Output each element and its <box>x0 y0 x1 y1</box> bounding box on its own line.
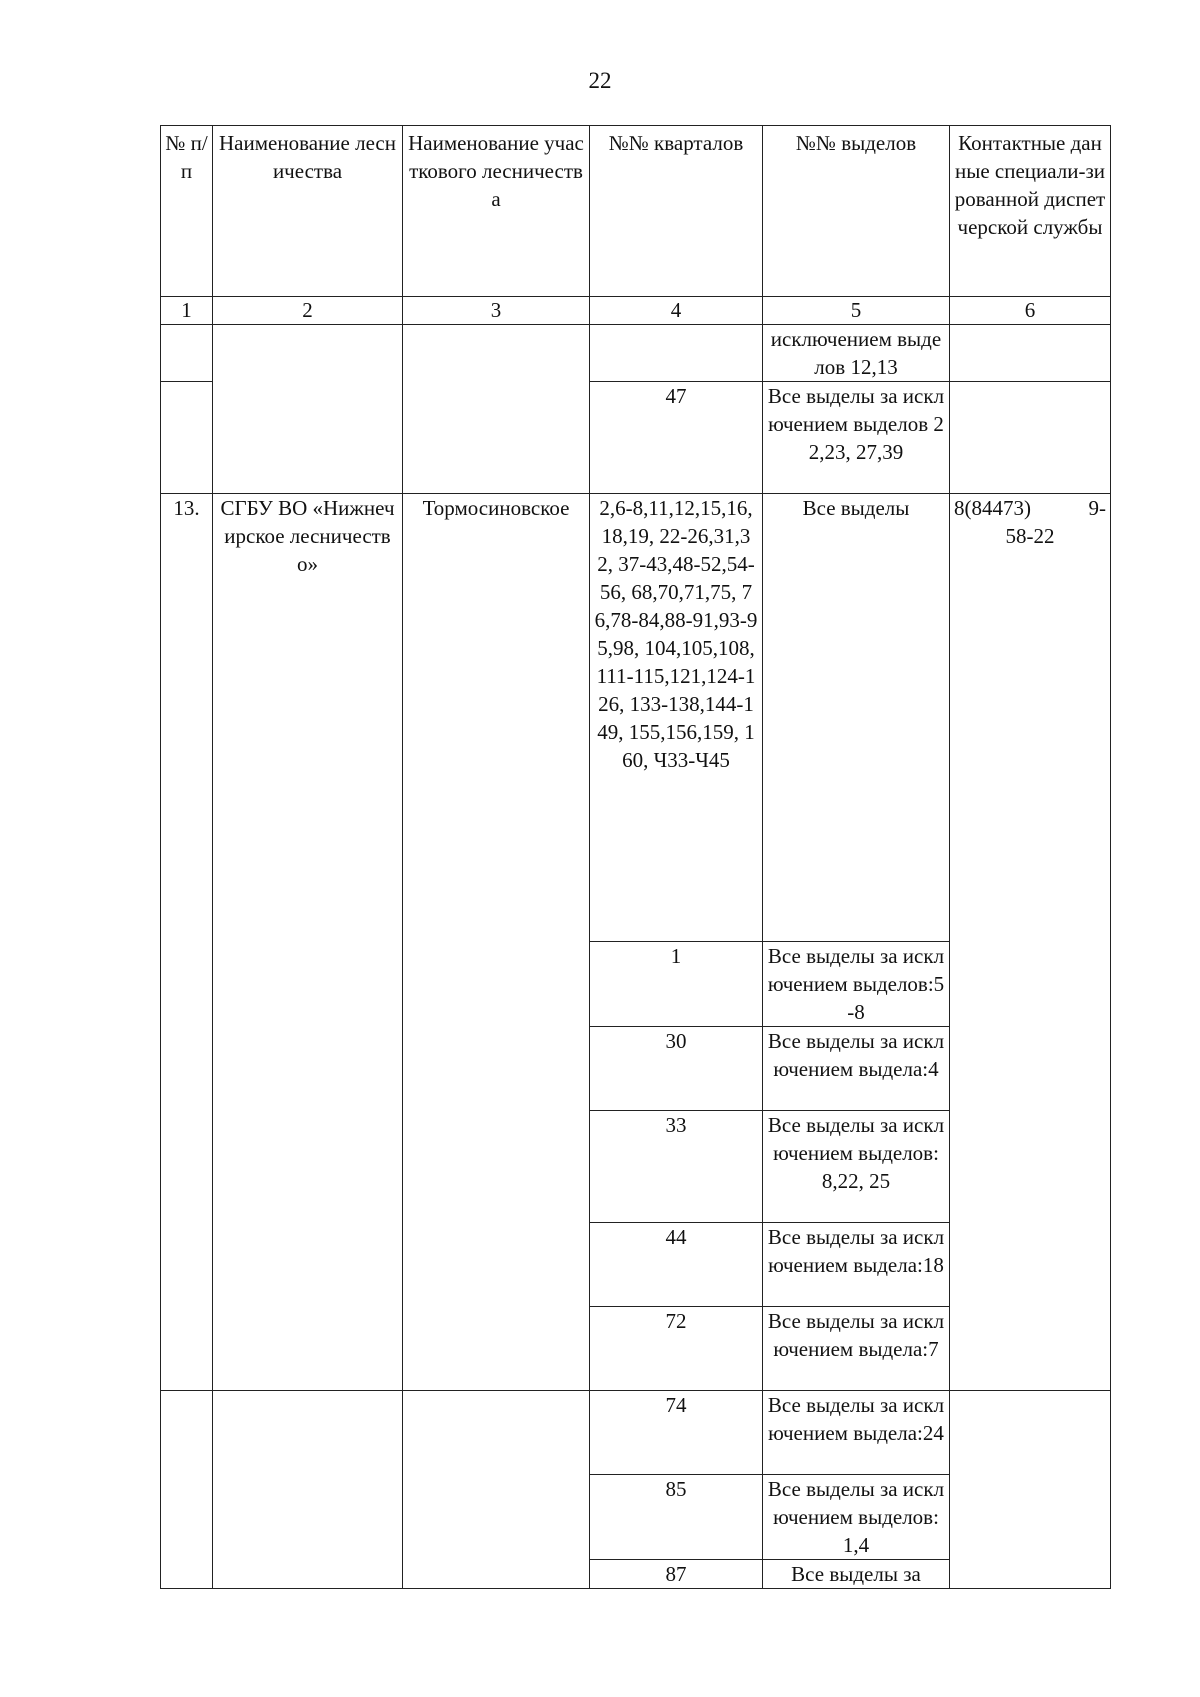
contact-cell <box>950 325 1111 382</box>
allotments-cell: Все выделы за <box>763 1560 950 1589</box>
column-number-row <box>161 297 1111 325</box>
forestry-cell <box>213 325 403 494</box>
table-row <box>161 1391 1111 1475</box>
contact-phone-line1: 8(84473) 9- <box>954 496 1106 520</box>
header-allotments: №№ выделов <box>763 126 950 297</box>
quarter-cell: 1 <box>590 942 763 1027</box>
allotments-cell: Все выделы за исключением выделов:1,4 <box>763 1475 950 1560</box>
column-number: 1 <box>161 297 213 325</box>
column-number: 6 <box>950 297 1111 325</box>
column-number: 4 <box>590 297 763 325</box>
header-forestry: Наименование лесничества <box>213 126 403 297</box>
allotments-cell: исключением выделов 12,13 <box>763 325 950 382</box>
number-cell <box>161 382 213 494</box>
header-row <box>161 126 1111 297</box>
allotments-cell: Все выделы за исключением выделов:5-8 <box>763 942 950 1027</box>
allotments-cell: Все выделы за исключением выдела:4 <box>763 1027 950 1111</box>
contact-cell <box>950 382 1111 494</box>
allotments-cell: Все выделы за исключением выделов 22,23, 27,39 <box>763 382 950 494</box>
quarter-cell: 87 <box>590 1560 763 1589</box>
quarter-cell: 30 <box>590 1027 763 1111</box>
quarter-cell: 33 <box>590 1111 763 1223</box>
number-cell <box>161 1391 213 1589</box>
contact-cell <box>950 1391 1111 1589</box>
quarter-cell: 2,6-8,11,12,15,16, 18,19, 22-26,31,32, 37-43,48-52,54-56, 68,70,71,75, 76,78-84,88-91,93-95,98, 104,105,108, 111-115,121,124-126, 133-138,144-149, 155,156,159, 160, Ч33-Ч45 <box>590 494 763 942</box>
forestry-name: СГБУ ВО «Нижнечирское лесничество» <box>213 494 403 1391</box>
entry-number: 13. <box>161 494 213 1391</box>
column-number: 3 <box>403 297 590 325</box>
page-number: 22 <box>588 68 612 93</box>
table-row <box>161 325 1111 382</box>
header-quarters: №№ кварталов <box>590 126 763 297</box>
column-number: 2 <box>213 297 403 325</box>
header-number: № п/п <box>161 126 213 297</box>
quarter-cell: 44 <box>590 1223 763 1307</box>
quarter-cell <box>590 325 763 382</box>
number-cell <box>161 325 213 382</box>
quarter-cell: 85 <box>590 1475 763 1560</box>
quarter-cell: 74 <box>590 1391 763 1475</box>
allotments-cell: Все выделы за исключением выделов:8,22, 25 <box>763 1111 950 1223</box>
header-contact: Контактные данные специали-зированной диспетчерской службы <box>950 126 1111 297</box>
district-cell <box>403 1391 590 1589</box>
allotments-cell: Все выделы за исключением выдела:24 <box>763 1391 950 1475</box>
table-row <box>161 494 1111 942</box>
header-district: Наименование участкового лесничества <box>403 126 590 297</box>
allotments-cell: Все выделы за исключением выдела:18 <box>763 1223 950 1307</box>
district-cell <box>403 325 590 494</box>
forestry-table <box>160 125 1111 1589</box>
contact-phone-line2: 58-22 <box>1005 524 1055 548</box>
column-number: 5 <box>763 297 950 325</box>
district-name: Тормосиновское <box>403 494 590 1391</box>
allotments-cell: Все выделы за исключением выдела:7 <box>763 1307 950 1391</box>
quarter-cell: 72 <box>590 1307 763 1391</box>
forestry-cell <box>213 1391 403 1589</box>
contact-phone <box>950 494 1111 1391</box>
allotments-cell: Все выделы <box>763 494 950 942</box>
quarter-cell: 47 <box>590 382 763 494</box>
